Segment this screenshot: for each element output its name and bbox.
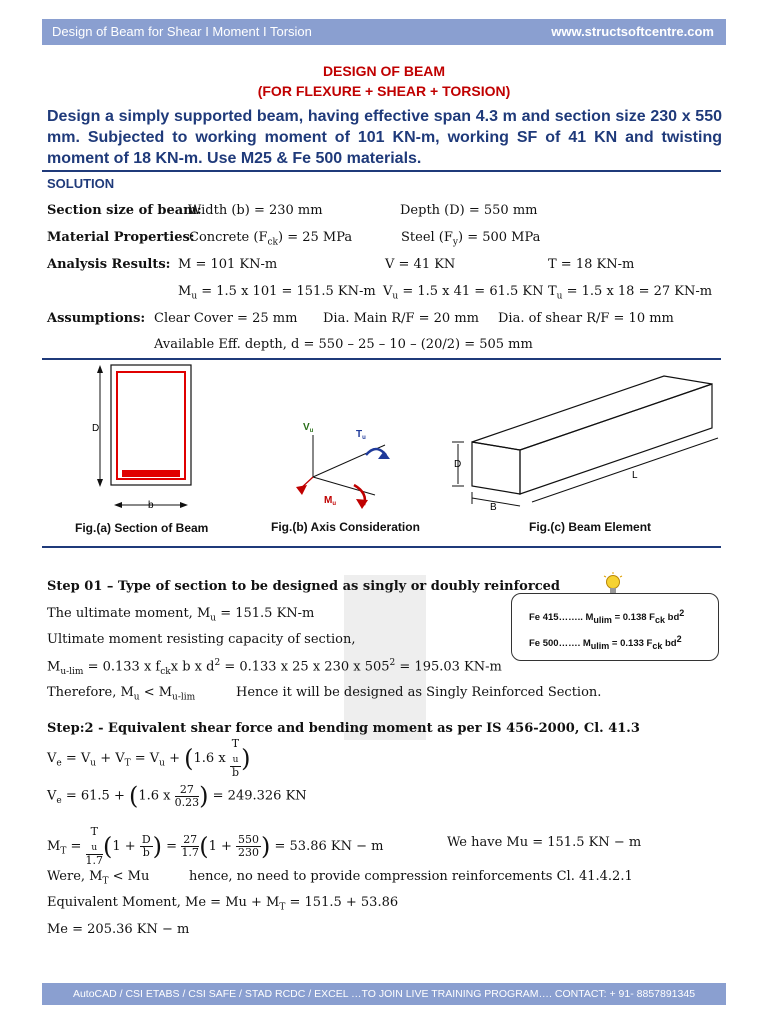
step1-title: Step 01 – Type of section to be designed as singly or doubly reinforced: [47, 579, 560, 594]
equivalent-moment: Equivalent Moment, $Me = Mu + M_T = 151.5 + 53.86$: [47, 895, 399, 913]
factored-moment: $M_u = 1.5$ x 101 = 151.5 KN-m: [178, 284, 376, 302]
clear-cover: Clear Cover = 25 mm: [154, 311, 298, 326]
factored-shear: $V_u = 1.5$ x 41 = 61.5 KN: [383, 284, 544, 302]
step2-title: Step:2 - Equivalent shear force and bending moment as per IS 456-2000, Cl. 41.3: [47, 721, 640, 736]
factored-torsion: $T_u = 1.5$ x 18 = 27 KN-m: [548, 284, 713, 302]
step1-line4: Therefore, $M_u < M_{u-lim}$: [47, 685, 196, 703]
step1-line3: $M_{u-lim} = 0.133$ x $f_{ck}x$ b x $d^2 = 0.133$ x 25 x 230 x $505^2 = 195.03$ KN-m: [47, 658, 502, 677]
shear-bar-dia: Dia. of shear R/F = 10 mm: [498, 311, 674, 326]
header-url[interactable]: www.structsoftcentre.com: [551, 24, 714, 39]
assumptions-label: Assumptions:: [47, 311, 146, 326]
were-conclusion: hence, no need to provide compression reinforcements Cl. 41.4.2.1: [189, 869, 633, 884]
axis-figure: [290, 415, 410, 515]
beam-section-figure: [88, 362, 218, 522]
section-width: Width (b) = 230 mm: [188, 203, 323, 218]
step1-line2: Ultimate moment resisting capacity of section,: [47, 632, 356, 647]
fig-c-caption: Fig.(c) Beam Element: [529, 520, 652, 534]
analysis-torsion: T = 18 KN-m: [548, 257, 635, 272]
material-label: Material Properties:: [47, 230, 195, 245]
section-label: Section size of beam:: [47, 203, 202, 218]
ve-value: $V_e = 61.5 + (1.6$ x $\frac{27}{0.23}$ ) = 249.326 KN: [47, 782, 307, 810]
page-subtitle: (FOR FLEXURE + SHEAR + TORSION): [257, 83, 511, 99]
fig-b-caption: Fig.(b) Axis Consideration: [271, 520, 420, 534]
svg-text:Vu: $V_u$: [303, 422, 314, 434]
problem-statement: Design a simply supported beam, having effective span 4.3 m and section size 230 x 550 mm. Subjected to working moment of 101 KN-m, working SF of 41 KN and twisting moment of 18 KN-m. Use M25 & Fe 500 materials.: [47, 108, 722, 167]
we-have-text: We have Mu = 151.5 KN − m: [447, 835, 642, 850]
header-title: Design of Beam for Shear I Moment I Torsion: [52, 24, 312, 39]
depth-label: D: [92, 423, 100, 434]
effective-depth: Available Eff. depth, d = 550 – 25 – 10 – (20/2) = 505 mm: [154, 337, 533, 352]
analysis-label: Analysis Results:: [47, 257, 171, 272]
divider: [42, 170, 721, 172]
section-depth: Depth (D) = 550 mm: [400, 203, 538, 218]
ve-formula: $V_e = V_u + V_T = V_u + (1.6$ x T $_u$ b ): [47, 737, 251, 780]
svg-text:L: L: [632, 470, 638, 481]
main-bar-dia: Dia. Main R/F = 20 mm: [323, 311, 479, 326]
were-line: Were, $M_T < Mu$: [47, 869, 150, 887]
mt-formula: $M_T$ = T $_u$ 1.7 (1 + $\frac{D}{b}$ ) = $\frac{27}{1.7}$ (1 + $\frac{550}{230}$ ) = 53.86 KN − m: [47, 825, 384, 868]
beam-element-figure: [440, 372, 730, 517]
analysis-shear: V = 41 KN: [385, 257, 456, 272]
step1-conclusion: Hence it will be designed as Singly Reinforced Section.: [236, 685, 602, 700]
tip-fe500: Fe 500……. $M_{ulim} = 0.133$ $F_{ck}$ $bd^2$: [529, 634, 682, 652]
material-steel: Steel $(F_y) = 500$ MPa: [401, 230, 541, 248]
divider: [42, 358, 721, 360]
me-result: Me = 205.36 KN − m: [47, 922, 190, 937]
width-label: b: [148, 500, 154, 511]
footer-bar: AutoCAD / CSI ETABS / CSI SAFE / STAD RCDC / EXCEL …TO JOIN LIVE TRAINING PROGRAM…. CONTACT: + 91- 8857891345: [42, 983, 726, 1005]
tip-box: [511, 593, 719, 661]
divider: [42, 546, 721, 548]
fig-a-caption: Fig.(a) Section of Beam: [75, 521, 209, 535]
svg-text:B: B: [490, 502, 497, 513]
svg-text:Tu: $T_u$: [356, 429, 366, 441]
svg-text:D: D: [454, 459, 462, 470]
step1-line1: The ultimate moment, $M_u = 151.5$ KN-m: [47, 606, 315, 624]
solution-heading: SOLUTION: [47, 176, 115, 191]
header-bar: [42, 19, 726, 45]
analysis-moment: M = 101 KN-m: [178, 257, 278, 272]
tip-fe415: Fe 415…….. $M_{ulim} = 0.138$ $F_{ck}$ $bd^2$: [529, 608, 685, 626]
material-concrete: Concrete $(F_{ck}) = 25$ MPa: [189, 230, 353, 248]
page-title: DESIGN OF BEAM: [322, 63, 446, 79]
svg-text:Mu: $M_u$: [324, 495, 337, 507]
